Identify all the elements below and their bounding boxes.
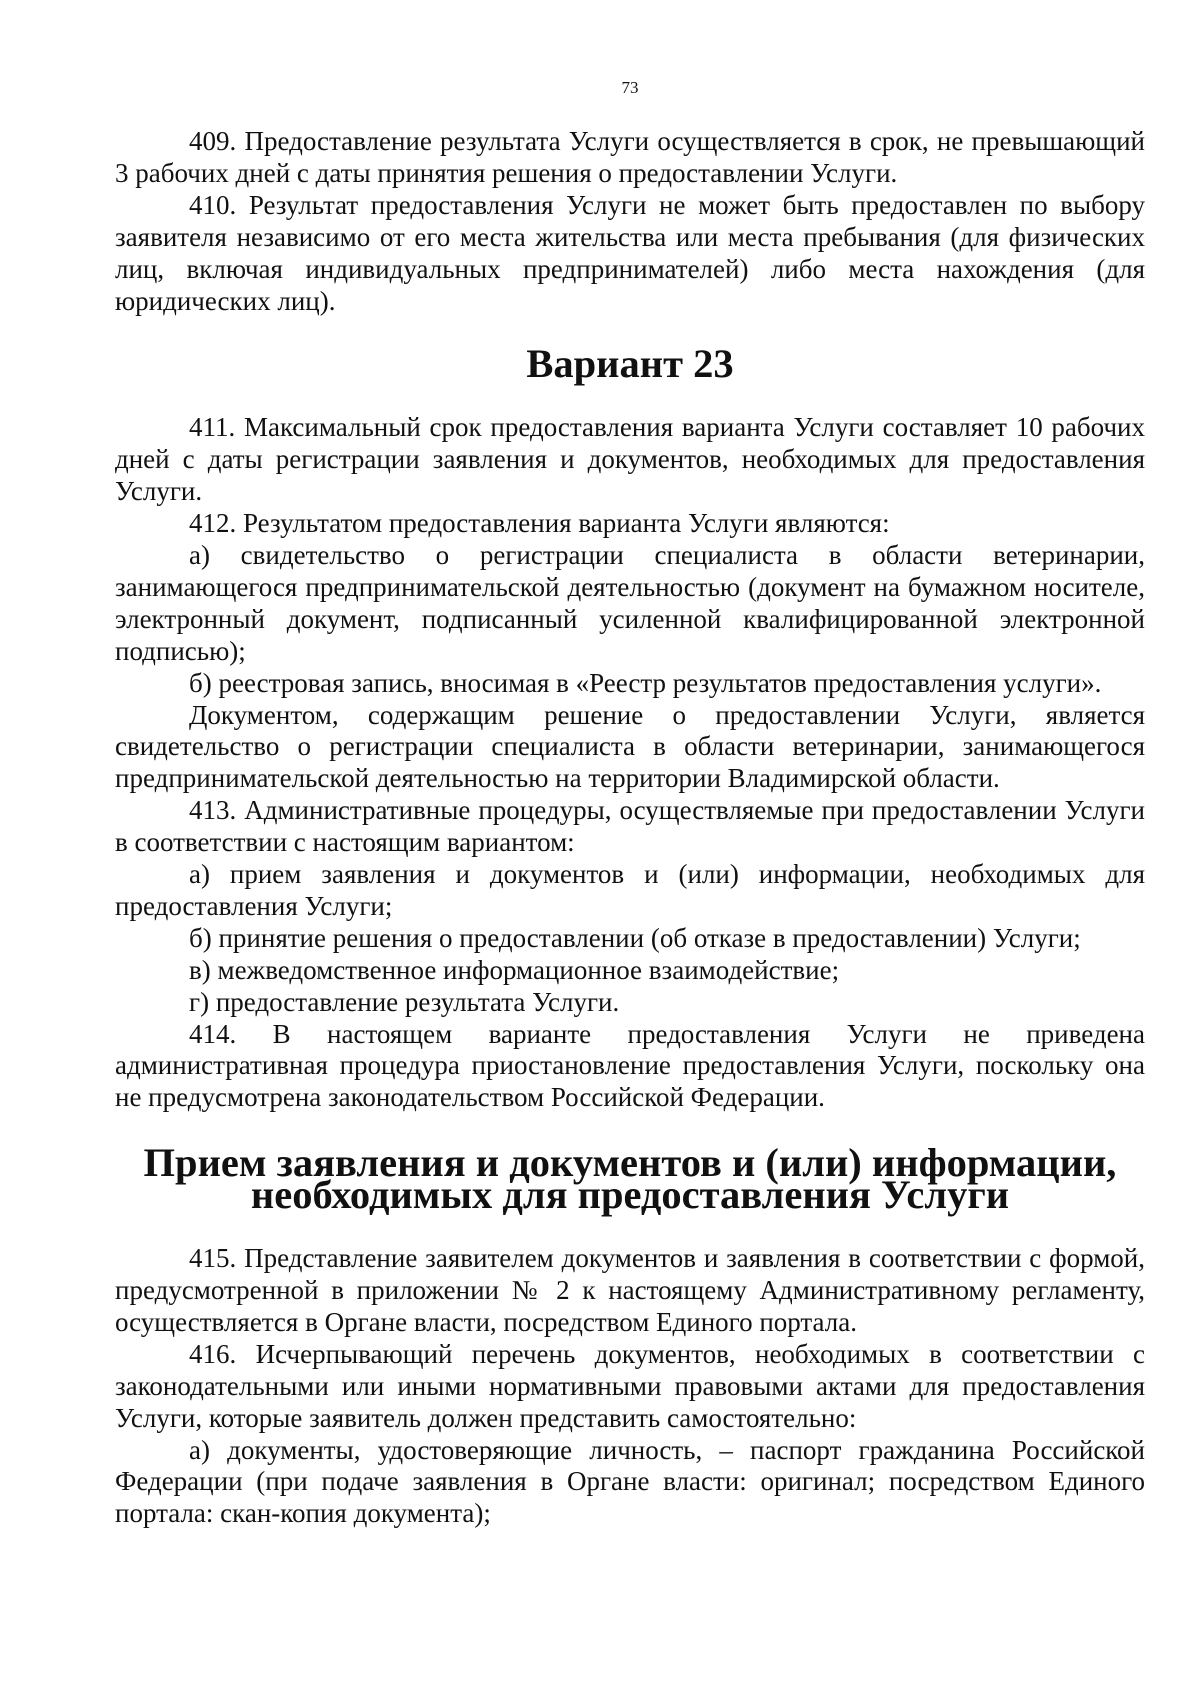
section-heading-application-intake: Прием заявления и документов и (или) информации, необходимых для предоставления Услуги: [143, 1140, 1117, 1218]
list-item-413-c: в) межведомственное информационное взаимодействие;: [189, 954, 840, 985]
paragraph-410: 410. Результат предоставления Услуги не может быть предоставлен по выбору заявителя независимо от его места жительства или места пребывания (для физических лиц, включая индивидуальных предпринимателей) либо места нахождения (для юридических лиц).: [115, 189, 1145, 316]
paragraph-416: 416. Исчерпывающий перечень документов, необходимых в соответствии с законодательными или иными нормативными правовыми актами для предоставления Услуги, которые заявитель должен представить самостоятельно:: [115, 1338, 1145, 1433]
paragraph-decision-document: Документом, содержащим решение о предоставлении Услуги, является свидетельство о регистрации специалиста в области ветеринарии, занимающегося предпринимательской деятельностью на территории Владимирской области.: [115, 699, 1145, 794]
document-body: [115, 126, 1145, 1530]
paragraph-414: 414. В настоящем варианте предоставления Услуги не приведена административная процедура приостановление предоставления Услуги, поскольку она не предусмотрена законодательством Российской Федерации.: [115, 1018, 1145, 1113]
paragraph-411: 411. Максимальный срок предоставления варианта Услуги составляет 10 рабочих дней с даты регистрации заявления и документов, необходимых для предоставления Услуги.: [115, 412, 1145, 507]
section-heading-variant-23: Вариант 23: [526, 341, 734, 387]
paragraph-409: 409. Предоставление результата Услуги осуществляется в срок, не превышающий 3 рабочих дней с даты принятия решения о предоставлении Услуги.: [115, 126, 1145, 188]
paragraph-412: 412. Результатом предоставления варианта Услуги являются:: [189, 508, 890, 539]
list-item-413-a: а) прием заявления и документов и (или) информации, необходимых для предоставления Услуги;: [115, 859, 1145, 921]
list-item-413-d: г) предоставление результата Услуги.: [189, 986, 620, 1017]
page-number: 73: [621, 78, 639, 97]
paragraph-415: 415. Представление заявителем документов и заявления в соответствии с формой, предусмотренной в приложении № 2 к настоящему Административному регламенту, осуществляется в Органе власти, посредством Единого портала.: [115, 1243, 1145, 1337]
list-item-416-a: а) документы, удостоверяющие личность, – паспорт гражданина Российской Федерации (при подаче заявления в Органе власти: оригинал; посредством Единого портала: скан-копия документа);: [115, 1434, 1145, 1529]
list-item-412-b: б) реестровая запись, вносимая в «Реестр результатов предоставления услуги».: [189, 667, 1102, 698]
list-item-412-a: а) свидетельство о регистрации специалиста в области ветеринарии, занимающегося предпринимательской деятельностью (документ на бумажном носителе, электронный документ, подписанный усиленной квалифицированной электронной подписью);: [115, 539, 1145, 666]
paragraph-413: 413. Административные процедуры, осуществляемые при предоставлении Услуги в соответствии с настоящим вариантом:: [115, 795, 1145, 858]
list-item-413-b: б) принятие решения о предоставлении (об отказе в предоставлении) Услуги;: [189, 922, 1081, 953]
